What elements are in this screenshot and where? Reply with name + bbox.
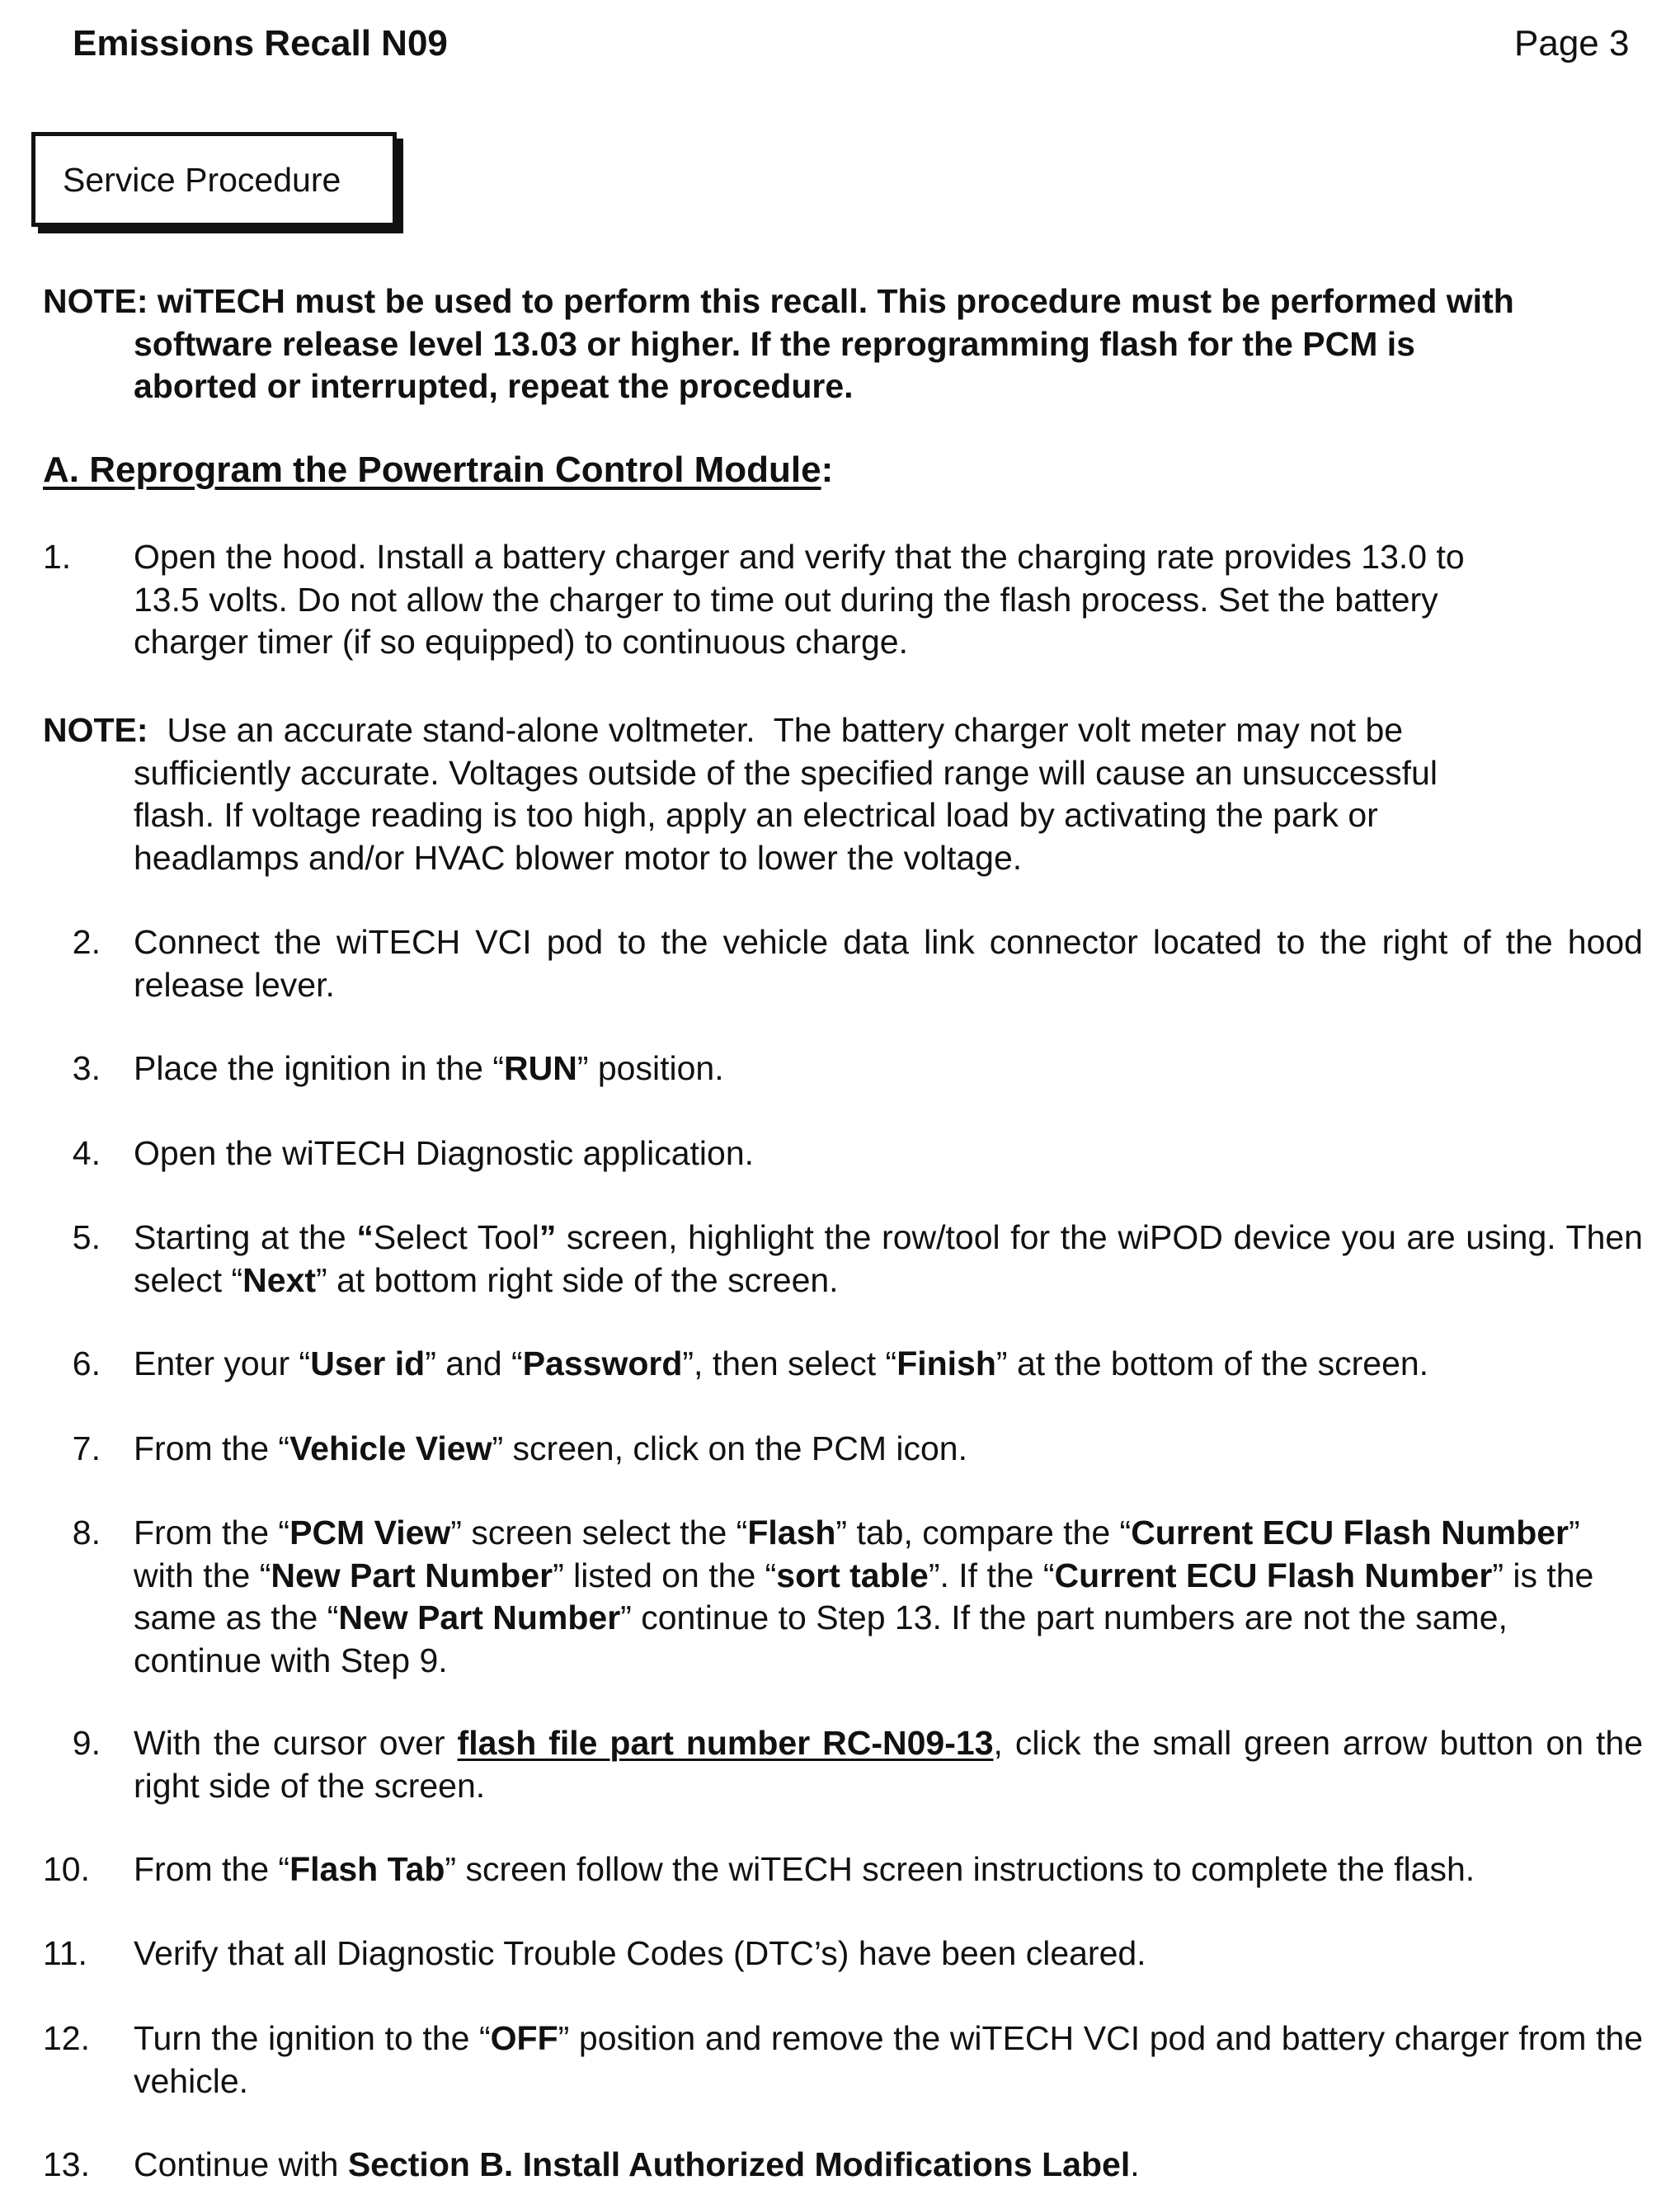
text-run: ” tab, compare the “ (835, 1514, 1132, 1552)
step-line: 13.5 volts. Do not allow the charger to time out during the flash process. Set the battery (134, 580, 1438, 619)
emphasis: Password (522, 1344, 683, 1382)
step-text: Connect the wiTECH VCI pod to the vehicle data link connector located to the right of the hood release lever. (134, 923, 1643, 1004)
text-run: ” is the same as the “ (134, 1556, 1594, 1636)
text-run: , click the small green arrow button on the right side of the screen. (134, 1724, 1643, 1805)
step-9 (43, 1722, 1643, 1807)
step-10 (43, 1848, 1643, 1891)
step-text (134, 536, 1643, 664)
section-a-colon: : (821, 450, 834, 490)
page-number: Page 3 (1514, 23, 1630, 64)
step-5 (43, 1217, 1643, 1302)
text-run: Continue with (134, 2145, 348, 2183)
text-run: From the “ (134, 1429, 290, 1467)
step-text (134, 1217, 1643, 1302)
step-text (134, 2144, 1643, 2187)
note-line: headlamps and/or HVAC blower motor to lower the voltage. (134, 838, 1023, 877)
text-run: With the cursor over (134, 1724, 458, 1762)
emphasis: Finish (896, 1344, 996, 1382)
step-number: 3. (72, 1049, 101, 1087)
emphasis: ” (539, 1218, 557, 1256)
step-13 (43, 2144, 1643, 2187)
emphasis: Section B. Install Authorized Modifications Label (347, 2145, 1131, 2183)
step-number: 12. (43, 2019, 90, 2057)
step-line: Open the hood. Install a battery charger and verify that the charging rate provides 13.0 to (134, 538, 1465, 576)
step-number: 8. (72, 1514, 101, 1552)
step-number: 10. (43, 1850, 90, 1888)
step-text (134, 1048, 1643, 1090)
emphasis: sort table (776, 1556, 929, 1594)
emphasis: Current ECU Flash Number (1131, 1514, 1569, 1552)
step-number: 1. (43, 538, 72, 576)
note-line: software release level 13.03 or higher. If the reprogramming flash for the PCM is (134, 324, 1415, 363)
step-2 (43, 921, 1643, 1006)
section-box-label: Service Procedure (63, 161, 341, 199)
text-run: ” screen select the “ (450, 1514, 748, 1552)
note-label: NOTE: (43, 711, 148, 749)
step-number: 9. (72, 1724, 101, 1762)
flash-file-part-number: flash file part number RC-N09-13 (457, 1724, 994, 1762)
text-run: ” and “ (425, 1344, 523, 1382)
step-text (134, 1512, 1643, 1682)
step-text (134, 1848, 1643, 1891)
step-text (134, 2018, 1643, 2102)
step-number: 13. (43, 2145, 90, 2183)
note-text: Use an accurate stand-alone voltmeter. The battery charger volt meter may not be (148, 711, 1404, 749)
emphasis: RUN (504, 1049, 577, 1087)
step-number: 6. (72, 1344, 101, 1382)
section-a-heading (43, 450, 833, 491)
note-line (43, 709, 1643, 752)
emphasis: PCM View (289, 1514, 451, 1552)
text-run: ” position and remove the wiTECH VCI pod and battery charger from the vehicle. (134, 2019, 1643, 2100)
text-run: Starting at the (134, 1218, 357, 1256)
emphasis: New Part Number (338, 1599, 621, 1636)
text-run: ” with the “ (134, 1514, 1580, 1594)
step-8 (43, 1512, 1643, 1682)
step-12 (43, 2018, 1643, 2102)
step-text: Verify that all Diagnostic Trouble Codes (DTC’s) have been cleared. (134, 1934, 1146, 1972)
note-line: NOTE: wiTECH must be used to perform this recall. This procedure must be performed with (43, 282, 1514, 320)
text-run: Turn the ignition to the “ (134, 2019, 491, 2057)
emphasis: “ (356, 1218, 374, 1256)
emphasis: OFF (490, 2019, 558, 2057)
note-line: sufficiently accurate. Voltages outside of the specified range will cause an unsuccessful (134, 753, 1438, 792)
text-run: ”, then select “ (682, 1344, 897, 1382)
step-text: Open the wiTECH Diagnostic application. (134, 1134, 755, 1172)
document-title: Emissions Recall N09 (73, 23, 448, 64)
note-line: flash. If voltage reading is too high, apply an electrical load by activating the park or (134, 796, 1378, 834)
text-run: ” continue to Step 13. If the part numbers are not the same, continue with Step 9. (134, 1599, 1508, 1679)
text-run: ” listed on the “ (553, 1556, 777, 1594)
section-a-title: A. Reprogram the Powertrain Control Module (43, 450, 821, 490)
step-text (134, 1722, 1643, 1807)
note-line: aborted or interrupted, repeat the procedure. (134, 367, 854, 405)
text-run: Enter your “ (134, 1344, 311, 1382)
emphasis: Flash (747, 1514, 836, 1552)
text-run: ” screen, click on the PCM icon. (492, 1429, 967, 1467)
step-number: 5. (72, 1218, 101, 1256)
step-1 (43, 536, 1643, 664)
emphasis: New Part Number (271, 1556, 553, 1594)
text-run: ” screen follow the wiTECH screen instructions to complete the flash. (445, 1850, 1475, 1888)
emphasis: User id (310, 1344, 426, 1382)
step-3 (43, 1048, 1643, 1090)
step-number: 4. (72, 1134, 101, 1172)
emphasis: Next (242, 1260, 317, 1299)
text-run: From the “ (134, 1850, 290, 1888)
emphasis: Vehicle View (289, 1429, 492, 1467)
text-run: screen, highlight the row/tool for the wiPOD device you are using. Then select “ (134, 1218, 1643, 1299)
text-run: Place the ignition in the “ (134, 1049, 504, 1087)
text-run: ”. If the “ (928, 1556, 1055, 1594)
step-6 (43, 1343, 1643, 1386)
step-7 (43, 1428, 1643, 1471)
note-wiTECH (43, 280, 1659, 408)
step-text (134, 1343, 1643, 1386)
step-number: 2. (72, 923, 101, 961)
step-text (134, 1428, 1643, 1471)
step-number: 11. (43, 1934, 87, 1972)
note-voltmeter (43, 709, 1643, 879)
text-run: From the “ (134, 1514, 290, 1552)
emphasis: Current ECU Flash Number (1054, 1556, 1493, 1594)
step-line: charger timer (if so equipped) to continuous charge. (134, 623, 908, 661)
text-run: ” at the bottom of the screen. (995, 1344, 1429, 1382)
step-11 (43, 1933, 1643, 1975)
step-4 (43, 1132, 1643, 1175)
text-run: Select Tool (373, 1218, 539, 1256)
text-run: ” at bottom right side of the screen. (316, 1260, 839, 1299)
emphasis: Flash Tab (289, 1850, 445, 1888)
text-run: . (1130, 2145, 1140, 2183)
step-number: 7. (72, 1429, 101, 1467)
text-run: ” position. (576, 1049, 724, 1087)
